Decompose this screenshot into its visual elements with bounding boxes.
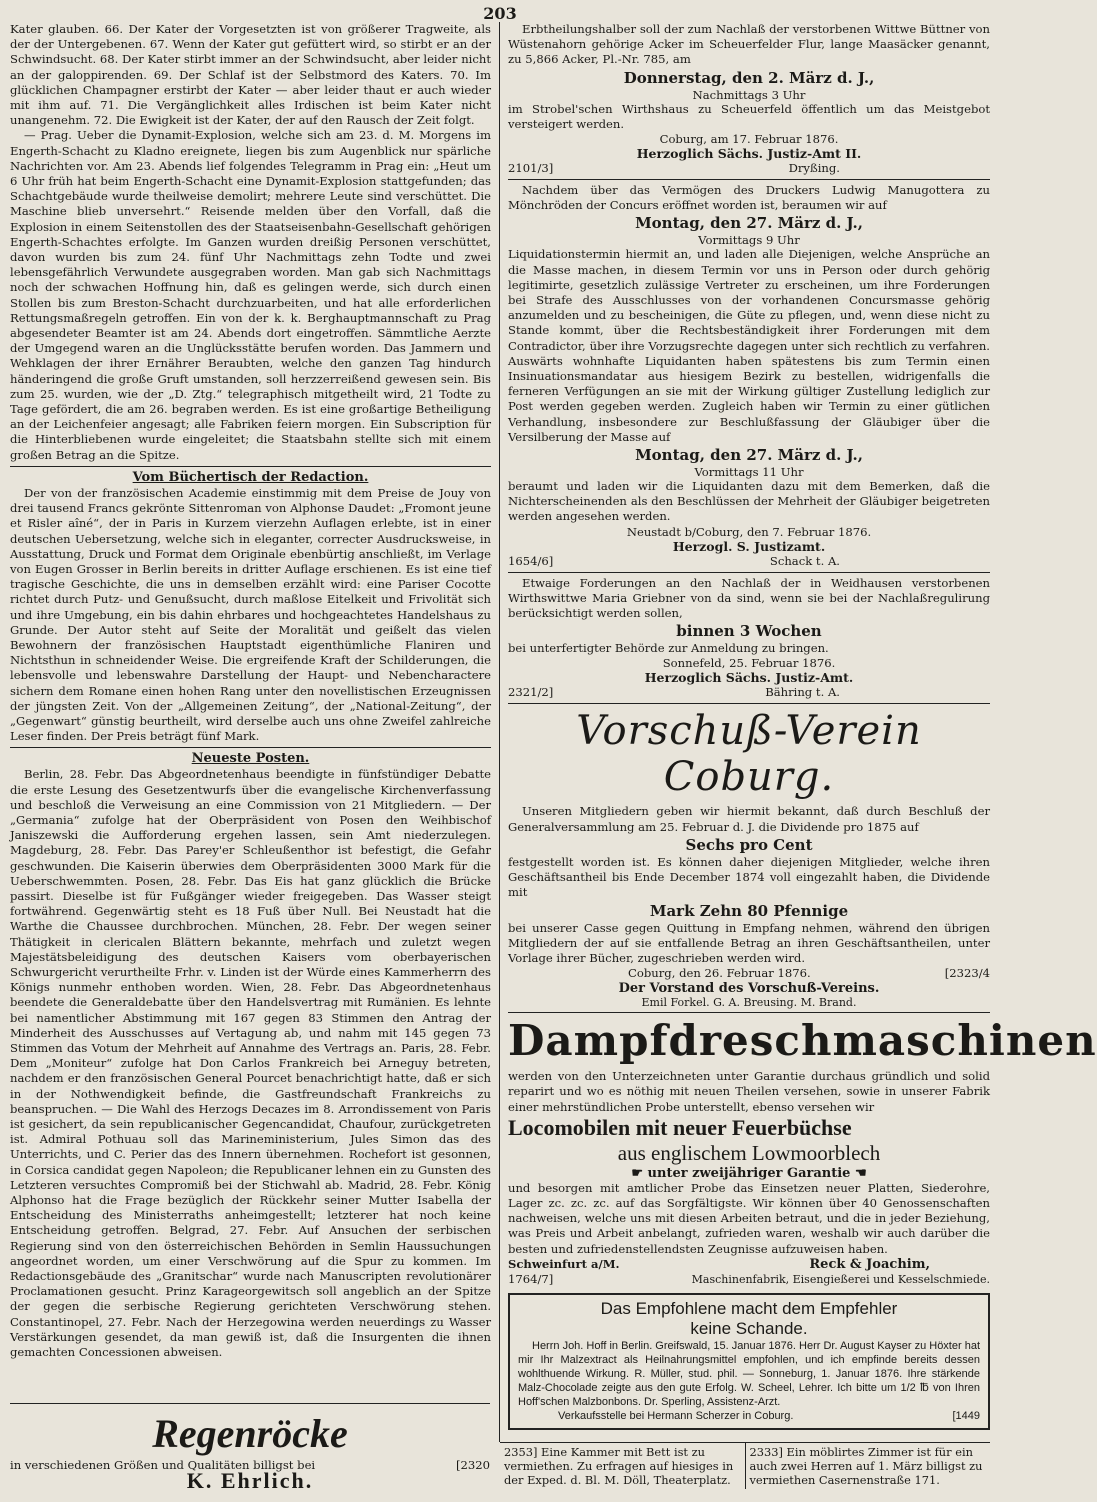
regen-ad [10, 1400, 490, 1493]
dampf-place-line [508, 1257, 990, 1272]
divider [508, 572, 990, 573]
hand-pointer-icon: ☛ [631, 1165, 648, 1181]
ad3-text: Etwaige Forderungen an den Nachlaß der in Weidhausen verstorbenen Wirthswittwe Maria Griebner von da sind, wenn sie bei der Nachlaßregulirung berücksichtigt werden sollen, [508, 575, 990, 621]
box-title-1: Das Empfohlene macht dem Empfehler [600, 1298, 898, 1318]
vorschuss-title: Vorschuß-Verein Coburg. [576, 708, 922, 801]
ad2-date2: Montag, den 27. März d. J., [635, 446, 863, 465]
vorschuss-text: Unseren Mitgliedern geben wir hiermit bekannt, daß durch Beschluß der Generalversammlung am 25. Februar d. J. die Dividende pro 1875 auf [508, 804, 990, 834]
box-title-2: keine Schande. [690, 1318, 808, 1338]
hand-pointer-icon: ☚ [850, 1165, 867, 1181]
ad3-place: Sonnefeld, 25. Februar 1876. [662, 656, 836, 671]
regen-firm: K. Ehrlich. [186, 1468, 314, 1493]
ad3-period: binnen 3 Wochen [676, 622, 822, 641]
ad2-footer [508, 554, 990, 569]
ad2-text3: beraumt und laden wir die Liquidanten dazu mit dem Bemerken, daß die Nichterscheinenden als den Beschlüssen der Mehrheit der Gläubiger beigetreten werden angesehen werden. [508, 479, 990, 524]
dampf-text2: und besorgen mit amtlicher Probe das Einsetzen neuer Platten, Siederohre, Lager zc. zc. zc. auf das Sorgfältigste. Wir können über 40 Genossenschaften nachweisen, welche uns mit diesen Arbeiten betraut, und die in jeder Beziehung, was Preis und Arbeit anbelangt, zufrieden waren, weshalb wir auch darüber die besten und zufriedenstellendsten Zeugnisse aufzuweisen haben. [508, 1180, 990, 1256]
small-ads-row [500, 1442, 990, 1489]
vorschuss-names: Emil Forkel. G. A. Breusing. M. Brand. [641, 996, 857, 1010]
ad1-footer [508, 161, 990, 176]
left-column [10, 22, 500, 1442]
buechertisch-article: Der von der französischen Academie einstimmig mit dem Preise de Jouy von drei tausend Francs gekrönte Sittenroman von Alphonse Daudet: „Fromont jeune et Risler aîné“, der in Paris in Kurzem vierzehn Auflagen erlebte, ist in einer deutschen Uebersetzung, welche sich in eleganter, correcter Ausdrucksweise, in Ausstattung, Druck und Format dem Originale ebenbürtig anschließt, im Verlage von Eugen Grosser in Berlin bereits in dritter Auflage erschienen. Es ist eine tief tragische Geschichte, die uns in demselben erzählt wird: eine Pariser Cocotte richtet durch Putz- und Genußsucht, durch maßlose Eitelkeit und Frivolität sich und ihre Umgebung, ein bis dahin ehrbares und hochgeachtetes Handelshaus zu Grunde. Der Autor steht auf Seite der Moralität und geißelt das vielen Bewohnern der französischen Hauptstadt eigenthümliche Flaniren und Nichtsthun in schneidender Weise. Die ergreifende Kraft der Schilderungen, die lebensvolle und lebenswahre Darstellung der Haupt- und Nebencharactere sichern dem Romane einen hohen Rang unter den novellistischen Erzeugnissen der jüngsten Zeit. Von der „Allgemeinen Zeitung“, der „National-Zeitung“, der „Gegenwart“ günstig beurtheilt, wird derselbe auch uns ohne Zweifel zahlreiche Leser finden. Der Preis beträgt fünf Mark. [10, 485, 491, 744]
ad1-place: Coburg, am 17. Februar 1876. [659, 132, 839, 147]
dampf-footer [508, 1272, 990, 1287]
ad3-footer [508, 685, 990, 700]
prag-article: — Prag. Ueber die Dynamit-Explosion, welche sich am 23. d. M. Morgens im Engerth-Schacht zu Kladno ereignete, liegen bis zum Augenblick nur spärliche Nachrichten vor. Am 23. Abends lief folgendes Telegramm in Prag ein: „Heut um 6 Uhr früh hat beim Engerth-Schacht eine Dynamit-Explosion stattgefunden; das Schachtgebäude wurde theilweise demolirt; mehrere Leute sind verschüttet. Die Maschine blieb unversehrt.“ Reisende melden über den Vorfall, daß die Explosion in einem Seitenstollen des der Staatseisenbahn-Gesellschaft gehörigen Engerth-Schachtes erfolgte. Im Ganzen wurden dreißig Personen verschüttet, davon wurden bis zum 24. fünf Uhr Nachmittags zehn Todte und zwei lebensgefährlich Verwundete ausgegraben worden. Man gab sich Nachmittags noch der schwachen Hoffnung hin, daß es gelingen werde, sich durch einen Stollen bis zum Breston-Schacht durchzuarbeiten, und hat alle erforderlichen Rettungsmaßregeln getroffen. Ein von der k. k. Berghauptmannschaft zu Prag abgesendeter Beamter ist am 24. Abends dort eingetroffen. Sämmtliche Aerzte der Umgegend waren an die Unglücksstätte berufen worden. Das Jammern und Wehklagen der ihrer Ernährer Beraubten, welche den ganzen Tag hindurch händeringend die große Gruft umstanden, soll herzzerreißend gewesen sein. Bis zum 25. wurden, wie der „D. Ztg.“ telegraphisch mitgetheilt wird, 21 Todte zu Tage gefördert, die am 26. begraben werden. Es ist eine großartige Betheiligung an der Leichenfeier angesagt; alle Fabriken feiern morgen. Ein Subscription für die Hinterbliebenen wurde eingeleitet; die Staatsbahn stellte sich mit einem großen Betrag an die Spitze. [10, 128, 491, 462]
divider [10, 747, 491, 748]
guarantee-line [508, 1166, 990, 1181]
lowmoor-line: aus englischem Lowmoorblech [617, 1140, 881, 1165]
ad-kammer: 2353] Eine Kammer mit Bett ist zu vermiethen. Zu erfragen auf hiesiges in der Exped. d. Bl. M. Döll, Theaterplatz. [500, 1443, 746, 1489]
kater-article: Kater glauben. 66. Der Kater der Vorgesetzten ist von größerer Tragweite, als der der Untergebenen. 67. Wenn der Kater gut gefüttert wird, so stirbt er an der Schwindsucht. 68. Der Kater stirbt immer an der Schwindsucht, aber leider nicht an der galoppirenden. 69. Der Schlaf ist der Selbstmord des Katers. 70. Im glücklichen Champagner erstirbt der Kater — aber leider thaut er auch wieder mit ihm auf. 71. Die Vergänglichkeit alles Irdischen ist beim Kater nicht unangenehm. 72. Die Ewigkeit ist der Kater, der auf den Rausch der Zeit folgt. [10, 22, 491, 128]
small-ads [500, 1438, 990, 1489]
dampf-ref: 1764/7] [508, 1271, 554, 1286]
vorschuss-footer [508, 966, 990, 981]
ad2-time2: Vormittags 11 Uhr [694, 465, 804, 480]
dampf-firm: Reck & Joachim, [809, 1256, 930, 1272]
ad1-date: Donnerstag, den 2. März d. J., [623, 68, 875, 87]
box-ref: [1449 [952, 1409, 980, 1422]
vorschuss-text3: bei unserer Casse gegen Quittung in Empfang nehmen, während den übrigen Mitgliedern der auf sie entfallende Betrag an ihren Geschäftsantheilen, unter Vorlage ihrer Bücher, zugeschrieben werden wird. [508, 920, 990, 965]
ad3-ref: 2321/2] [508, 685, 554, 700]
malzextract-ad [508, 1293, 990, 1430]
divider [508, 179, 990, 180]
vorschuss-amount: Mark Zehn 80 Pfennige [649, 901, 849, 920]
ad2-sign: Schack t. A. [769, 553, 840, 568]
buechertisch-heading: Vom Büchertisch der Redaction. [132, 469, 369, 485]
vorschuss-ref: [2323/4 [944, 966, 990, 981]
ad3-sign: Bähring t. A. [765, 685, 840, 700]
regen-text: in verschiedenen Größen und Qualitäten billigst bei [10, 1458, 316, 1472]
vorschuss-percent: Sechs pro Cent [685, 835, 813, 854]
ad1-ref: 2101/3] [508, 161, 554, 176]
neueste-heading: Neueste Posten. [191, 751, 310, 767]
right-column [500, 22, 1097, 1442]
ad2-text: Nachdem über das Vermögen des Druckers Ludwig Manugottera zu Mönchröden der Concurs eröffnet worden ist, beraumen wir auf [508, 183, 990, 213]
locomobilen-line: Locomobilen mit neuer Feuerbüchse [508, 1114, 852, 1140]
page-number: 203 [483, 4, 517, 23]
vorschuss-place: Coburg, den 26. Februar 1876. [628, 966, 811, 981]
ad-zimmer: 2333] Ein möblirtes Zimmer ist für ein auch zwei Herren auf 1. März billigst zu vermiethen Casernenstraße 171. [749, 1445, 983, 1487]
ad2-ref: 1654/6] [508, 553, 554, 568]
divider [508, 1012, 990, 1013]
ad1-office: Herzoglich Sächs. Justiz-Amt II. [636, 146, 862, 162]
ad1-sign: Dryßing. [788, 161, 840, 176]
ad1-text2: im Strobel'schen Wirthshaus zu Scheuerfeld öffentlich um das Meistgebot versteigert werden. [508, 101, 990, 131]
ad2-text2: Liquidationstermin hiermit an, und laden alle Diejenigen, welche Ansprüche an die Masse machen, in diesem Termin vor uns in Person oder durch gehörig legitimirte, gesetzlich zulässige Vertreter zu erscheinen, um ihre Forderungen bei Strafe des Ausschlusses von der vorhandenen Concursmasse gehörig anzumelden und zu bescheinigen, die Güte zu pflegen, und, wenn diese nicht zu Stande kommt, über die Rechtsbeständigkeit ihrer Forderungen mit dem Contradictor, über ihre Vorzugsrechte dagegen unter sich rechtlich zu verfahren. Auswärts wohnhafte Liquidanten haben spätestens bis zum Termin einen Insinuationsmandatar aus hiesigem Bezirk zu bestellen, widrigenfalls die ferneren Verfügungen an sie mit der Wirkung gültiger Zustellung lediglich zur Post werden gegeben werden. Zugleich haben wir Termin zu einer gütlichen Verhandlung, insbesondere zur Beschlußfassung der Gläubiger über die Versilberung der Masse auf [508, 247, 990, 444]
neueste-article: Berlin, 28. Febr. Das Abgeordnetenhaus beendigte in fünfstündiger Debatte die erste Lesung des Gesetzentwurfs über die evangelische Kirchenverfassung und beschloß die Verweisung an eine Commission von 21 Mitgliedern. — Der „Germania“ zufolge hat der Oberpräsident von Posen den Weihbischof Janiszewski die Aufforderung ergehen lassen, sein Amt niederzulegen. Magdeburg, 28. Febr. Das Parey'er Schleußenthor ist befestigt, die Gefahr geschwunden. Die Kaiserin überwies dem Oberpräsidenten 3000 Mark für die Ueberschwemmten. Posen, 28. Febr. Das Eis hat ganz glücklich die Brücke passirt. Dieselbe ist für Fußgänger wieder freigegeben. Das Wasser steigt fortwährend. Gegenwärtig steht es 18 Fuß über Null. Bei Neustadt hat die Warthe die Chaussee durchbrochen. München, 28. Febr. Der wegen seiner Thätigkeit in clericalen Blättern bekannte, mehrfach und zuletzt wegen Majestätsbeleidigung des deutschen Kaisers vom oberbayerischen Schwurgericht verurtheilte Frhr. v. Linden ist der Würde eines Kammerherrn des Königs nunmehr enthoben worden. Wien, 28. Febr. Das Abgeordnetenhaus beendete die Generaldebatte über den Handelsvertrag mit Rumänien. Es lehnte bei namentlicher Abstimmung mit 167 gegen 83 Stimmen den Antrag der Minderheit des Ausschusses auf Vertagung ab, und nahm mit 145 gegen 73 Stimmen das Votum der Mehrheit auf Annahme des Vertrags an. Paris, 28. Febr. Dem „Moniteur“ zufolge hat Don Carlos Frankreich bei Arneguy betreten, nachdem er den französischen General Pourcet benachrichtigt hatte, daß er sich in der Nothwendigkeit befinde, die Gastfreundschaft Frankreichs zu beanspruchen. — Die Wahl des Herzogs Decazes im 8. Arrondissement von Paris ist gesichert, da sein republicanischer Gegencandidat, Chaufour, zurückgetreten ist. Admiral Pothuau soll das Marineministerium, Jules Simon das des Unterrichts, und C. Perier das des Innern übernehmen. Rochefort ist gesonnen, in Corsica candidat gegen Napoleon; die Republicaner lehnen ein zu Gunsten des Letzteren versuchtes Compromiß bei der Stichwahl ab. Madrid, 28. Febr. König Alphonso hat die Frage bezüglich der Rückkehr seiner Mutter Isabella der Entscheidung des Ministerraths anheimgestellt; letzterer hat noch keine Entscheidung getroffen. Belgrad, 27. Febr. Auf Ansuchen der serbischen Regierung sind von den österreichischen Behörden in Semlin Haussuchungen angeordnet worden, um einer Verschwörung auf die Spur zu kommen. Im Redactionsgebäude des „Granitschar“ wurde nach Manuscripten revolutionärer Proclamationen gesucht. Prinz Karageorgewitsch soll angeblich an der Spitze der gegen die serbische Regierung gerichteten Verschwörung stehen. Constantinopel, 27. Febr. Nach der Herzegowina werden neuerdings zu Wasser Verstärkungen gesendet, da man gewiß ist, daß die Insurgenten die ihnen gemachten Concessionen abweisen. [10, 767, 491, 1360]
divider [10, 1403, 490, 1404]
ad2-office: Herzogl. S. Justizamt. [672, 538, 826, 554]
ad2-place: Neustadt b/Coburg, den 7. Februar 1876. [626, 524, 872, 539]
vorschuss-text2: festgestellt worden ist. Es können daher diejenigen Mitglieder, welche ihren Geschäftsantheil bis Ende December 1874 voll eingezahlt haben, die Dividende mit [508, 854, 990, 900]
ad3-office: Herzoglich Sächs. Justiz-Amt. [644, 670, 854, 686]
regen-ref: [2320 [455, 1458, 490, 1472]
box-footer [518, 1409, 980, 1424]
dampf-place: Schweinfurt a/M. [508, 1256, 620, 1271]
box-text: Herrn Joh. Hoff in Berlin. Greifswald, 15. Januar 1876. Herr Dr. August Kayser zu Höxter hat mir Ihr Malzextract als Heilnahrungsmittel empfohlen, und ich empfinde bereits dessen wohlthuende Wirkung. R. Müller, stud. phil. — Sonneburg, 1. Januar 1876. Ihre stärkende Malz-Chocolade zeigte aus den gute Erfolg. W. Scheel, Lehrer. Ich bitte um 1/2 ℔ von Ihren Hoff'schen Malzbonbons. Dr. Sperling, Assistenz-Arzt. [518, 1339, 980, 1408]
divider [10, 466, 491, 467]
box-sale: Verkaufsstelle bei Hermann Scherzer in Coburg. [558, 1409, 794, 1422]
ad3-text2: bei unterfertigter Behörde zur Anmeldung zu bringen. [508, 641, 829, 656]
guarantee-text: unter zweijähriger Garantie [647, 1165, 851, 1181]
vorschuss-board: Der Vorstand des Vorschuß-Vereins. [618, 981, 880, 997]
divider [508, 703, 990, 704]
dampf-text: werden von den Unterzeichneten unter Garantie durchaus gründlich und solid reparirt und wo es nöthig mit neuen Theilen versehen, sowie in unserer Fabrik einer mehrstündlichen Probe unterstellt, ebenso versehen wir [508, 1069, 990, 1114]
dampf-firm2: Maschinenfabrik, Eisengießerei und Kesselschmiede. [691, 1272, 990, 1286]
ad2-date: Montag, den 27. März d. J., [635, 214, 863, 233]
columns [10, 22, 1097, 1442]
ad1-text: Erbtheilungshalber soll der zum Nachlaß der verstorbenen Wittwe Büttner von Wüstenahorn gehörige Acker im Scheuerfelder Flur, lange Maasäcker genannt, zu 5,866 Acker, Pl.-Nr. 785, am [508, 22, 990, 67]
ad1-time: Nachmittags 3 Uhr [692, 87, 806, 102]
dampf-title: Dampfdreschmaschinen [508, 1016, 1097, 1066]
ad2-time: Vormittags 9 Uhr [698, 233, 800, 248]
regen-title: Regenröcke [152, 1411, 348, 1456]
